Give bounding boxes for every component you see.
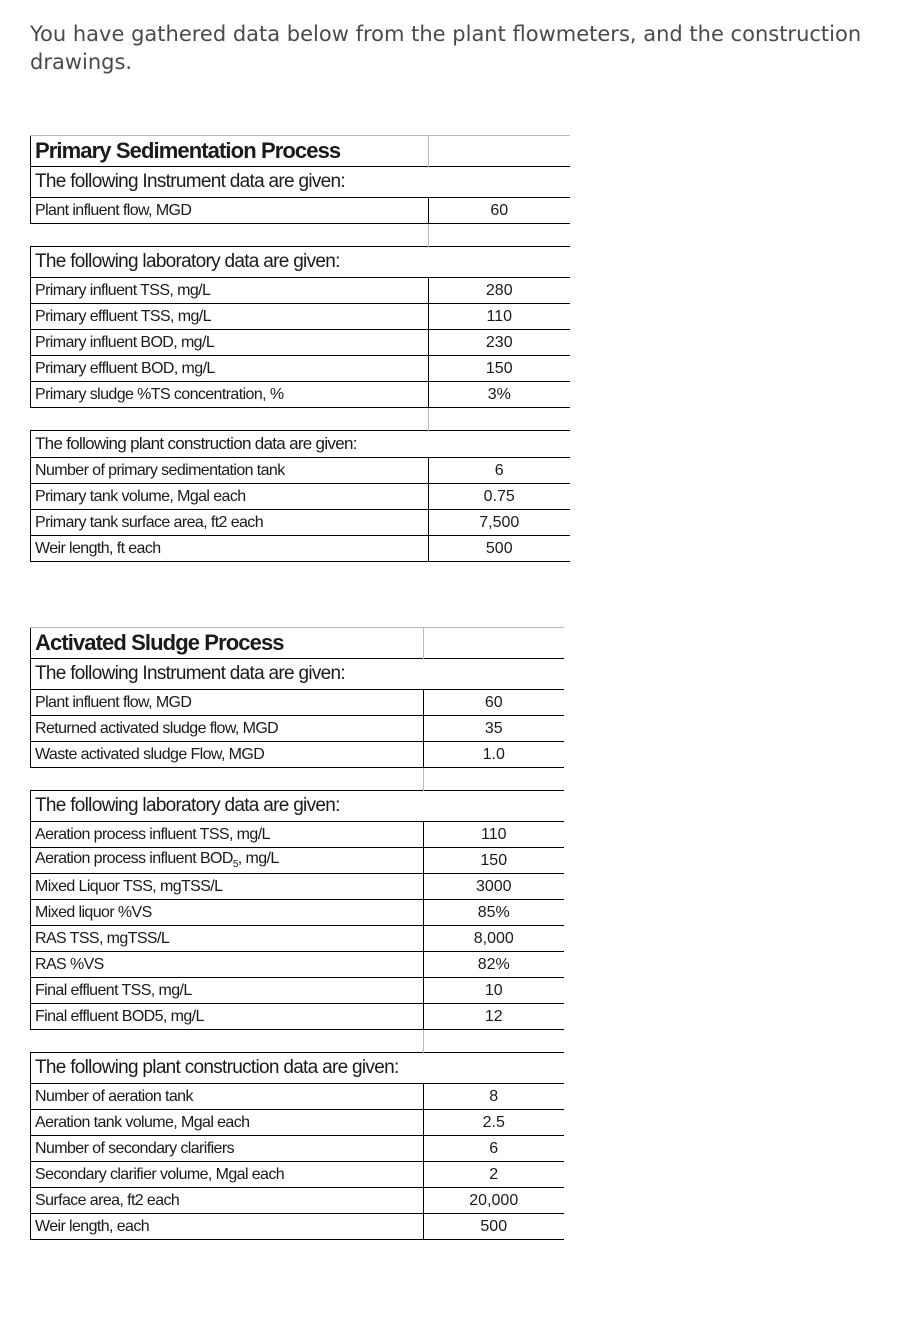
lab-header-row — [31, 791, 564, 822]
table-row — [31, 690, 564, 716]
row-value: 8 — [424, 1084, 564, 1110]
row-value: 2.5 — [424, 1110, 564, 1136]
row-label: Aeration process influent TSS, mg/L — [31, 822, 424, 848]
row-label: Surface area, ft2 each — [31, 1188, 424, 1214]
row-value: 20,000 — [424, 1188, 564, 1214]
instrument-heading: The following Instrument data are given: — [31, 167, 429, 198]
table-row — [31, 382, 570, 408]
construction-heading: The following plant construction data are given: — [31, 431, 429, 458]
table-row — [31, 978, 564, 1004]
row-label: Primary influent BOD, mg/L — [31, 330, 429, 356]
table-row — [31, 278, 570, 304]
row-value: 150 — [429, 356, 570, 382]
row-value: 6 — [424, 1136, 564, 1162]
row-value: 35 — [424, 716, 564, 742]
intro-text: You have gathered data below from the plant flowmeters, and the construction drawings. — [30, 22, 862, 74]
table-row — [31, 742, 564, 768]
row-value: 8,000 — [424, 926, 564, 952]
row-value: 1.0 — [424, 742, 564, 768]
lab-heading: The following laboratory data are given: — [31, 791, 424, 822]
table-row — [31, 1214, 564, 1240]
row-label: Mixed liquor %VS — [31, 900, 424, 926]
table-row — [31, 198, 570, 224]
table-row — [31, 458, 570, 484]
row-value: 110 — [424, 822, 564, 848]
row-value: 3% — [429, 382, 570, 408]
row-label: Primary tank volume, Mgal each — [31, 484, 429, 510]
table-row — [31, 874, 564, 900]
lab-heading: The following laboratory data are given: — [31, 247, 429, 278]
row-label: Primary influent TSS, mg/L — [31, 278, 429, 304]
row-label: Number of aeration tank — [31, 1084, 424, 1110]
construction-header-row — [31, 431, 570, 458]
activated-sludge-table — [30, 627, 564, 1240]
construction-header-row — [31, 1053, 564, 1084]
row-label: Waste activated sludge Flow, MGD — [31, 742, 424, 768]
row-label: Primary tank surface area, ft2 each — [31, 510, 429, 536]
section-title: Activated Sludge Process — [31, 628, 424, 659]
table-row — [31, 484, 570, 510]
table-row — [31, 952, 564, 978]
table-row — [31, 1188, 564, 1214]
row-label: Aeration tank volume, Mgal each — [31, 1110, 424, 1136]
row-label: Mixed Liquor TSS, mgTSS/L — [31, 874, 424, 900]
table-row — [31, 926, 564, 952]
primary-sedimentation-table — [30, 135, 570, 562]
table-row — [31, 848, 564, 874]
table-row — [31, 1084, 564, 1110]
table-row — [31, 716, 564, 742]
instrument-header-row — [31, 167, 570, 198]
row-value: 500 — [429, 536, 570, 562]
row-value: 85% — [424, 900, 564, 926]
row-label: Weir length, each — [31, 1214, 424, 1240]
row-label: Aeration process influent $BOD_5$, mg/L — [31, 848, 424, 874]
row-label: RAS TSS, mgTSS/L — [31, 926, 424, 952]
table-row — [31, 536, 570, 562]
row-label: Plant influent flow, MGD — [31, 198, 429, 224]
row-value: 7,500 — [429, 510, 570, 536]
row-value: 6 — [429, 458, 570, 484]
row-value: 150 — [424, 848, 564, 874]
section-title: Primary Sedimentation Process — [31, 136, 429, 167]
instrument-heading: The following Instrument data are given: — [31, 659, 424, 690]
row-label: Primary effluent BOD, mg/L — [31, 356, 429, 382]
row-value: 60 — [424, 690, 564, 716]
table-row — [31, 1110, 564, 1136]
table-row — [31, 900, 564, 926]
table-row — [31, 510, 570, 536]
row-label: Final effluent BOD5, mg/L — [31, 1004, 424, 1030]
row-value: 280 — [429, 278, 570, 304]
row-label: Primary effluent TSS, mg/L — [31, 304, 429, 330]
row-value: 500 — [424, 1214, 564, 1240]
table-row — [31, 1136, 564, 1162]
row-label: Primary sludge %TS concentration, % — [31, 382, 429, 408]
row-value: 82% — [424, 952, 564, 978]
row-label: Weir length, ft each — [31, 536, 429, 562]
table-title-row — [31, 628, 564, 659]
row-value: 230 — [429, 330, 570, 356]
table-row — [31, 822, 564, 848]
table-row — [31, 304, 570, 330]
table-row — [31, 330, 570, 356]
row-label: Plant influent flow, MGD — [31, 690, 424, 716]
lab-header-row — [31, 247, 570, 278]
row-value: 10 — [424, 978, 564, 1004]
row-label: Final effluent TSS, mg/L — [31, 978, 424, 1004]
construction-heading: The following plant construction data are given: — [31, 1053, 424, 1084]
table-row — [31, 1162, 564, 1188]
row-value: 0.75 — [429, 484, 570, 510]
table-row — [31, 356, 570, 382]
row-value: 2 — [424, 1162, 564, 1188]
row-label: Secondary clarifier volume, Mgal each — [31, 1162, 424, 1188]
row-label: Number of secondary clarifiers — [31, 1136, 424, 1162]
row-label: Returned activated sludge flow, MGD — [31, 716, 424, 742]
row-value: 3000 — [424, 874, 564, 900]
table-row — [31, 1004, 564, 1030]
row-value: 110 — [429, 304, 570, 330]
row-label: Number of primary sedimentation tank — [31, 458, 429, 484]
row-value: 60 — [429, 198, 570, 224]
row-label: RAS %VS — [31, 952, 424, 978]
instrument-header-row — [31, 659, 564, 690]
table-title-row — [31, 136, 570, 167]
row-value: 12 — [424, 1004, 564, 1030]
